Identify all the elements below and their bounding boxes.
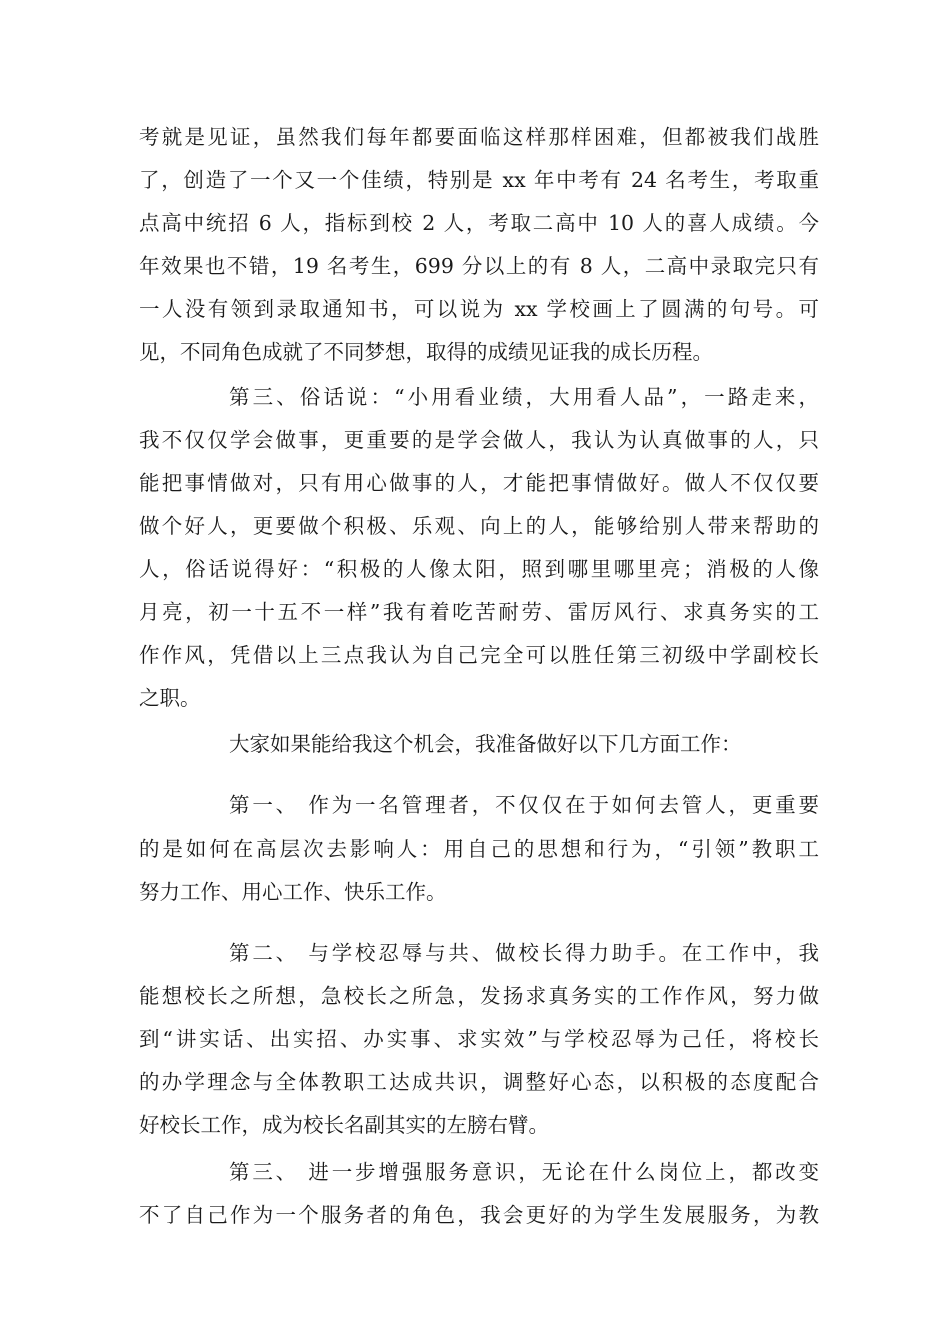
text-line: 的是如何在高层次去影响人：用自己的思想和行为，“引领”教职工 [139,837,819,861]
text-line: 好校长工作，成为校长名副其实的左膀右臂。 [139,1113,549,1137]
text-line: 考就是见证，虽然我们每年都要面临这样那样困难，但都被我们战胜 [139,125,819,149]
text-line: 到“讲实话、出实招、办实事、求实效”与学校忍辱为己任，将校长 [139,1027,819,1051]
text-line: 我不仅仅学会做事，更重要的是学会做人，我认为认真做事的人，只 [139,428,819,452]
text-line: 能想校长之所想，急校长之所急，发扬求真务实的工作作风，努力做 [139,984,819,1008]
text-line: 第二、 与学校忍辱与共、做校长得力助手。在工作中，我 [229,941,819,965]
text-line: 月亮，初一十五不一样”我有着吃苦耐劳、雷厉风行、求真务实的工 [139,600,819,624]
text-line: 作作风，凭借以上三点我认为自己完全可以胜任第三初级中学副校长 [139,643,819,667]
text-line: 努力工作、用心工作、快乐工作。 [139,880,447,904]
text-line: 之职。 [139,686,201,710]
text-line: 第三、俗话说：“小用看业绩，大用看人品”，一路走来， [229,385,819,409]
text-line: 年效果也不错，19 名考生，699 分以上的有 8 人，二高中录取完只有 [139,254,819,278]
text-line: 大家如果能给我这个机会，我准备做好以下几方面工作： [229,732,742,756]
text-line: 一人没有领到录取通知书，可以说为 xx 学校画上了圆满的句号。可 [139,297,819,321]
text-line: 不了自己作为一个服务者的角色，我会更好的为学生发展服务，为教 [139,1203,819,1227]
text-line: 了，创造了一个又一个佳绩，特别是 xx 年中考有 24 名考生，考取重 [139,168,819,192]
text-line: 能把事情做对，只有用心做事的人，才能把事情做好。做人不仅仅要 [139,471,819,495]
text-line: 做个好人，更要做个积极、乐观、向上的人，能够给别人带来帮助的 [139,514,819,538]
text-line: 点高中统招 6 人，指标到校 2 人，考取二高中 10 人的喜人成绩。今 [139,211,819,235]
text-line: 第三、 进一步增强服务意识，无论在什么岗位上，都改变 [229,1160,819,1184]
text-line: 第一、 作为一名管理者，不仅仅在于如何去管人，更重要 [229,793,819,817]
text-line: 见，不同角色成就了不同梦想，取得的成绩见证我的成长历程。 [139,340,713,364]
text-line: 的办学理念与全体教职工达成共识，调整好心态，以积极的态度配合 [139,1070,819,1094]
text-line: 人，俗话说得好：“积极的人像太阳，照到哪里哪里亮；消极的人像 [139,557,819,581]
